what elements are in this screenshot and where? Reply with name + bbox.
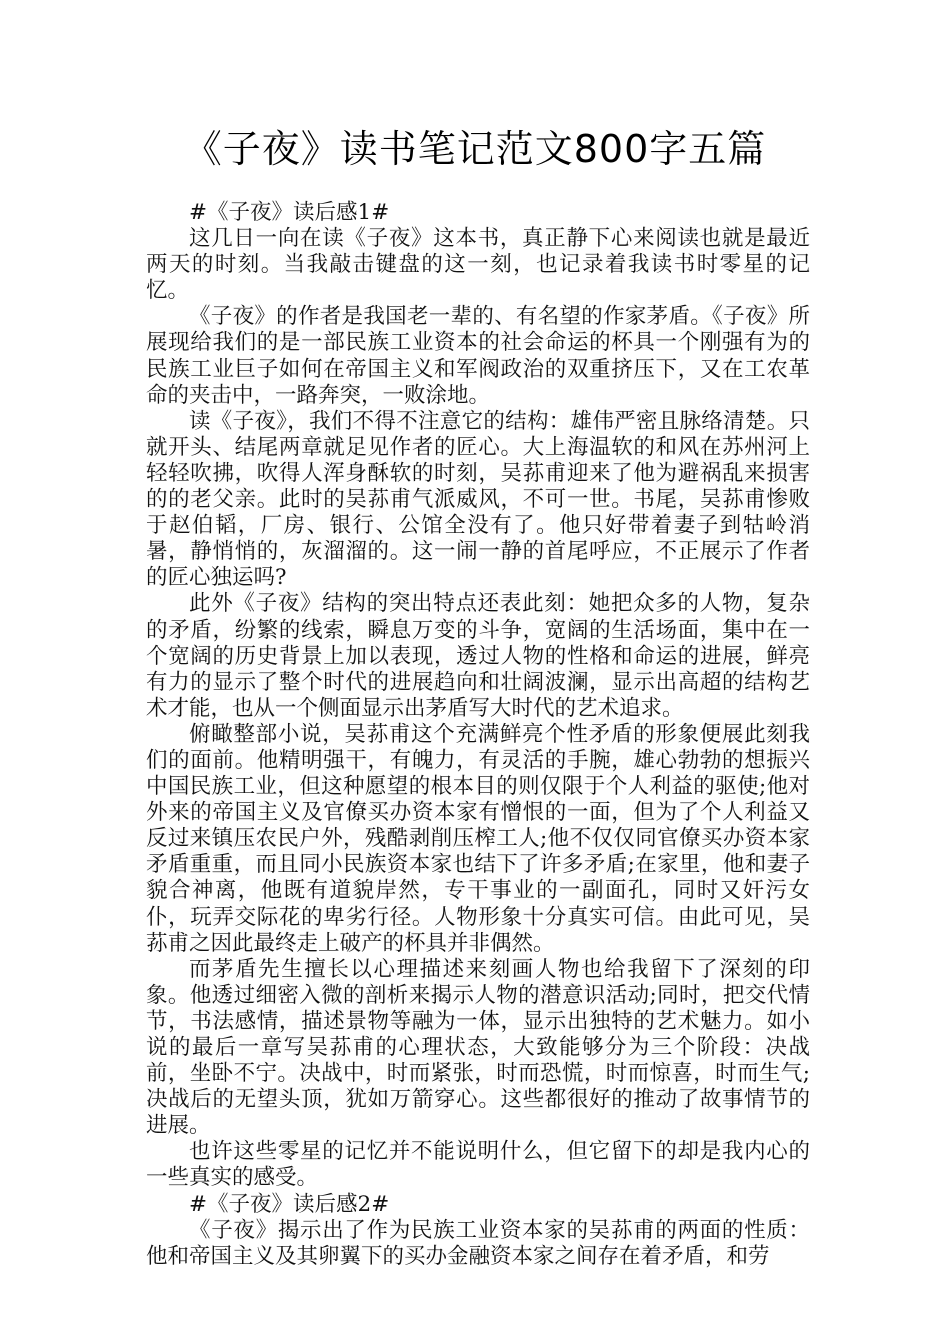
- paragraph: 《子夜》揭示出了作为民族工业资本家的吴荪甫的两面的性质：他和帝国主义及其卵翼下的买办金融资本家之间存在着矛盾，和劳: [146, 1217, 810, 1269]
- document-body: [146, 200, 810, 1270]
- paragraph: 读《子夜》，我们不得不注意它的结构：雄伟严密且脉络清楚。只就开头、结尾两章就足见作者的匠心。大上海温软的和风在苏州河上轻轻吹拂，吹得人浑身酥软的时刻，吴荪甫迎来了他为避祸乱来损害的的老父亲。此时的吴荪甫气派威风，不可一世。书尾，吴荪甫惨败于赵伯韬，厂房、银行、公馆全没有了。他只好带着妻子到牯岭消暑，静悄悄的，灰溜溜的。这一闹一静的首尾呼应，不正展示了作者的匠心独运吗?: [146, 408, 810, 591]
- paragraph: 此外《子夜》结构的突出特点还表此刻：她把众多的人物，复杂的矛盾，纷繁的线索，瞬息万变的斗争，宽阔的生活场面，集中在一个宽阔的历史背景上加以表现，透过人物的性格和命运的进展，鲜亮有力的显示了整个时代的进展趋向和壮阔波澜，显示出高超的结构艺术才能，也从一个侧面显示出茅盾写大时代的艺术追求。: [146, 591, 810, 721]
- paragraph: 《子夜》的作者是我国老一辈的、有名望的作家茅盾。《子夜》所展现给我们的是一部民族工业资本的社会命运的杯具一个刚强有为的民族工业巨子如何在帝国主义和军阀政治的双重挤压下，又在工农革命的夹击中，一路奔突，一败涂地。: [146, 304, 810, 408]
- paragraph: 俯瞰整部小说，吴荪甫这个充满鲜亮个性矛盾的形象便展此刻我们的面前。他精明强干，有魄力，有灵活的手腕，雄心勃勃的想振兴中国民族工业，但这种愿望的根本目的则仅限于个人利益的驱使;他对外来的帝国主义及官僚买办资本家有憎恨的一面，但为了个人利益又反过来镇压农民户外，残酷剥削压榨工人;他不仅仅同官僚买办资本家矛盾重重，而且同小民族资本家也结下了许多矛盾;在家里，他和妻子貌合神离，他既有道貌岸然，专干事业的一副面孔，同时又奸污女仆，玩弄交际花的卑劣行径。人物形象十分真实可信。由此可见，吴荪甫之因此最终走上破产的杯具并非偶然。: [146, 721, 810, 956]
- document-title: 《子夜》读书笔记范文800字五篇: [183, 127, 767, 171]
- section-heading: #《子夜》读后感1#: [189, 200, 390, 225]
- paragraph: 也许这些零星的记忆并不能说明什么，但它留下的却是我内心的一些真实的感受。: [146, 1139, 810, 1191]
- paragraph: 而茅盾先生擅长以心理描述来刻画人物也给我留下了深刻的印象。他透过细密入微的剖析来揭示人物的潜意识活动;同时，把交代情节，书法感情，描述景物等融为一体，显示出独特的艺术魅力。如小说的最后一章写吴荪甫的心理状态，大致能够分为三个阶段：决战前，坐卧不宁。决战中，时而紧张，时而恐慌，时而惊喜，时而生气;决战后的无望头顶，犹如万箭穿心。这些都很好的推动了故事情节的进展。: [146, 956, 810, 1139]
- paragraph: 这几日一向在读《子夜》这本书，真正静下心来阅读也就是最近两天的时刻。当我敲击键盘的这一刻，也记录着我读书时零星的记忆。: [146, 226, 810, 304]
- section-heading: #《子夜》读后感2#: [189, 1191, 390, 1217]
